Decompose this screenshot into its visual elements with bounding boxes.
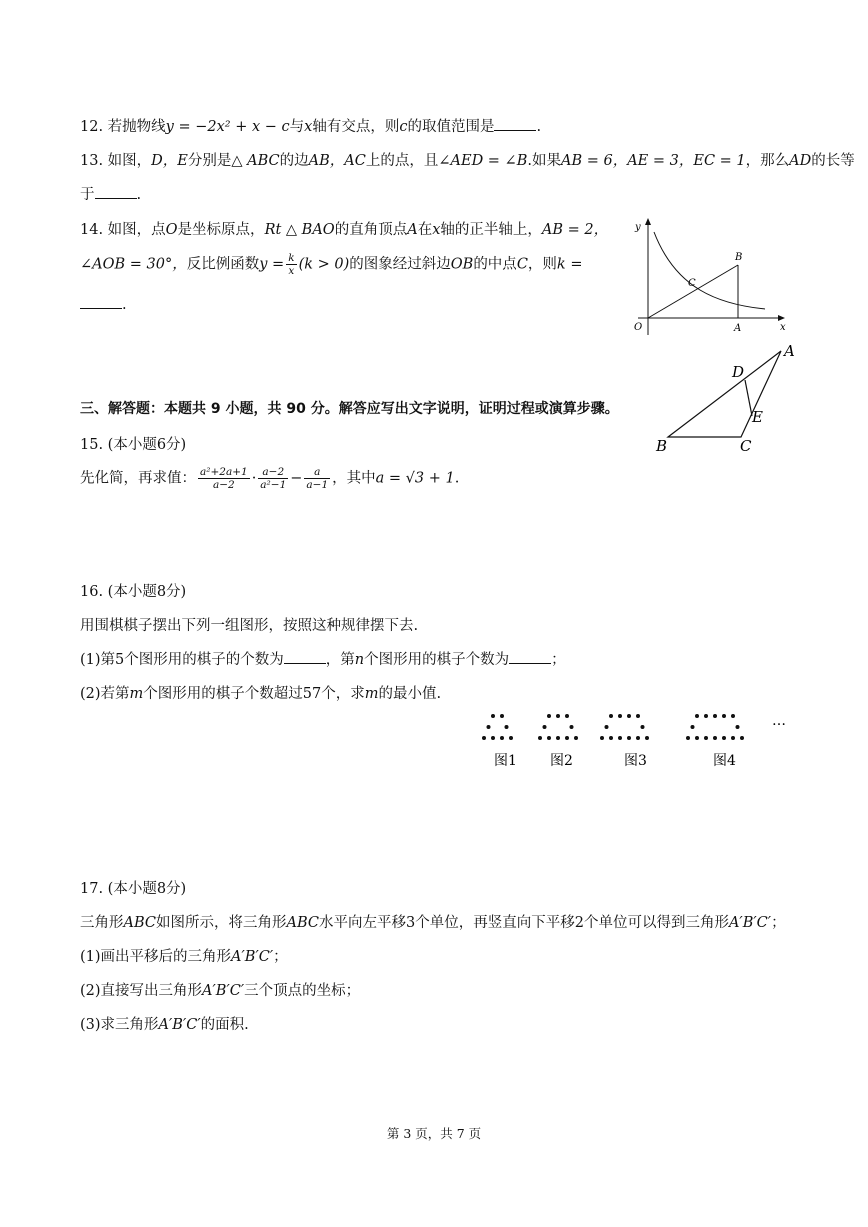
q14-text-f: 反比例函数 bbox=[186, 256, 260, 273]
q12-text-d: 的取值范围是 bbox=[407, 119, 495, 135]
q13-text-d: 上的点，且 bbox=[365, 153, 439, 169]
q14-cond: (k > 0) bbox=[298, 256, 350, 273]
fig3-bottom-dot bbox=[618, 736, 622, 740]
q13-given: AB = 6，AE = 3，EC = 1 bbox=[560, 153, 746, 169]
q13-text-a: 如图， bbox=[107, 153, 152, 169]
fig1-label: 图1 bbox=[494, 753, 517, 769]
q15-value: a = √3 + 1 bbox=[375, 470, 455, 487]
page-footer: 第 3 页，共 7 页 bbox=[386, 1126, 482, 1141]
q15-dot: · bbox=[251, 470, 257, 487]
q16-dot-pattern-figure bbox=[470, 703, 800, 783]
q14-y-eq: y = bbox=[259, 256, 285, 273]
q13-text-e: .如果 bbox=[527, 153, 561, 169]
fig2-label: 图2 bbox=[550, 753, 573, 769]
q17-intro-c: 水平向左平移3个单位，再竖直向下平移2个单位可以得到三角形 bbox=[319, 915, 729, 931]
fig3-label: 图3 bbox=[624, 753, 647, 769]
fig4-bottom-dot bbox=[695, 736, 699, 740]
q15-f1-den: a−2 bbox=[212, 479, 235, 492]
q14-x: x bbox=[432, 222, 441, 238]
q17-intro-a: 三角形 bbox=[80, 915, 124, 931]
fig2-bottom-dot bbox=[574, 736, 578, 740]
triangle-abc bbox=[668, 351, 781, 437]
fig4-bottom-dot bbox=[686, 736, 690, 740]
x-axis-arrow bbox=[778, 315, 785, 321]
q13-line2: 于 bbox=[80, 187, 95, 203]
q14-end: . bbox=[122, 297, 127, 313]
fig2-side-dot bbox=[570, 725, 574, 729]
answer-blank bbox=[95, 186, 137, 199]
fig4-top-dot bbox=[713, 714, 717, 718]
fig1-top-dot bbox=[491, 714, 495, 718]
fig3-top-dot bbox=[618, 714, 622, 718]
fig1-bottom-dot bbox=[482, 736, 486, 740]
fig3-side-dot bbox=[641, 725, 645, 729]
q14-ob: OB bbox=[450, 256, 474, 273]
q14-ab: AB = 2， bbox=[541, 222, 609, 238]
fig3-top-dot bbox=[627, 714, 631, 718]
graph-b-label: B bbox=[735, 252, 743, 263]
q14-xden: x bbox=[288, 265, 295, 278]
fig3-top-dot bbox=[609, 714, 613, 718]
fig4-top-dot bbox=[695, 714, 699, 718]
q13-sides: AB，AC bbox=[308, 153, 366, 169]
q13-ad: AD bbox=[789, 153, 812, 169]
fig2-top-dot bbox=[556, 714, 560, 718]
question-12 bbox=[80, 115, 541, 136]
dots-ellipsis: … bbox=[772, 713, 786, 729]
graph-y-label: y bbox=[635, 222, 641, 233]
q13-text-b: 分别是 bbox=[187, 153, 232, 169]
q14-text-h: 的中点 bbox=[473, 256, 517, 273]
q12-var-x: x bbox=[304, 119, 313, 135]
q15-frac2 bbox=[258, 466, 288, 491]
graph-c-label: C bbox=[688, 278, 696, 289]
graph-o-label: O bbox=[634, 322, 643, 333]
fig3-bottom-dot bbox=[636, 736, 640, 740]
question-13 bbox=[80, 149, 855, 170]
q17-abc2: ABC bbox=[286, 915, 319, 931]
q17-intro-end: ； bbox=[771, 915, 786, 931]
q16-p1-end: ； bbox=[551, 652, 566, 668]
fig4-bottom-dot bbox=[731, 736, 735, 740]
fig4-side-dot bbox=[691, 725, 695, 729]
tri-c-label: C bbox=[740, 437, 752, 455]
q17-abc: ABC bbox=[123, 915, 156, 931]
question-17-part3 bbox=[80, 1013, 249, 1034]
q14-angle: ∠AOB = 30°， bbox=[80, 256, 187, 273]
fig4-top-dot bbox=[722, 714, 726, 718]
q17-p3-t: A′B′C′ bbox=[158, 1017, 201, 1033]
fig4-bottom-dot bbox=[722, 736, 726, 740]
q12-formula: y = −2x² + x − c bbox=[165, 119, 290, 135]
q16-p1-n: n bbox=[354, 652, 365, 668]
q13-triangle: △ ABC bbox=[231, 153, 280, 169]
q16-p2-c: 的最小值. bbox=[378, 686, 442, 702]
fig1-side-dot bbox=[487, 725, 491, 729]
answer-blank bbox=[284, 651, 326, 664]
q14-k-over-x bbox=[286, 252, 296, 277]
q17-p1-a: (1)画出平移后的三角形 bbox=[80, 949, 232, 965]
fig4-side-dot bbox=[736, 725, 740, 729]
graph-a-label: A bbox=[734, 323, 742, 334]
q14-k: k bbox=[288, 252, 295, 264]
q17-p3-b: 的面积. bbox=[200, 1017, 249, 1033]
graph-x-label: x bbox=[780, 322, 786, 333]
q17-head: 17. (本小题8分) bbox=[80, 881, 187, 897]
q15-frac1 bbox=[198, 466, 250, 491]
q12-text-c: 轴有交点，则 bbox=[312, 119, 400, 135]
q16-p2-m: m bbox=[129, 686, 144, 702]
fig3-bottom-dot bbox=[609, 736, 613, 740]
q14-a: A bbox=[407, 222, 418, 238]
q13-vars: D，E bbox=[151, 153, 188, 169]
q15-minus: − bbox=[290, 470, 303, 487]
q14-c: C bbox=[516, 256, 528, 273]
q13-text-g: 的长等 bbox=[811, 153, 855, 169]
q15-head: 15. (本小题6分) bbox=[80, 437, 187, 453]
q12-end: . bbox=[536, 119, 542, 135]
q13-end: . bbox=[136, 187, 142, 203]
question-13-line2 bbox=[80, 183, 141, 204]
q13-triangle-figure bbox=[650, 338, 810, 456]
q15-f2-den: a²−1 bbox=[260, 479, 287, 492]
y-axis-arrow bbox=[645, 218, 651, 225]
fig2-top-dot bbox=[547, 714, 551, 718]
question-14-line3 bbox=[80, 296, 127, 313]
q15-end: . bbox=[454, 470, 460, 487]
fig1-top-dot bbox=[500, 714, 504, 718]
fig2-bottom-dot bbox=[538, 736, 542, 740]
q16-p1-c: 个图形用的棋子个数为 bbox=[364, 652, 510, 668]
q16-p2-a: (2)若第 bbox=[80, 686, 130, 702]
q14-text-g: 的图象经过斜边 bbox=[349, 256, 451, 273]
fig1-bottom-dot bbox=[491, 736, 495, 740]
fig4-bottom-dot bbox=[704, 736, 708, 740]
q14-text-a: 如图，点 bbox=[107, 222, 166, 238]
q15-text-b: ，其中 bbox=[332, 470, 376, 487]
answer-blank bbox=[494, 118, 536, 131]
q17-intro-b: 如图所示，将三角形 bbox=[156, 915, 287, 931]
q14-text-d: 在 bbox=[417, 222, 433, 238]
fig4-label: 图4 bbox=[713, 753, 736, 769]
q17-p2-a: (2)直接写出三角形 bbox=[80, 983, 203, 999]
q13-text-f: ，那么 bbox=[745, 153, 790, 169]
tri-d-label: D bbox=[732, 363, 745, 381]
q17-p3-a: (3)求三角形 bbox=[80, 1017, 159, 1033]
q16-head: 16. (本小题8分) bbox=[80, 584, 187, 600]
q16-p1-a: (1)第5个图形用的棋子的个数为 bbox=[80, 652, 284, 668]
q14-text-e: 轴的正半轴上， bbox=[440, 222, 542, 238]
fig2-bottom-dot bbox=[547, 736, 551, 740]
fig3-top-dot bbox=[636, 714, 640, 718]
fig1-side-dot bbox=[505, 725, 509, 729]
q16-p2-m2: m bbox=[364, 686, 379, 702]
q14-number: 14. bbox=[80, 222, 104, 238]
question-15-body bbox=[80, 466, 459, 491]
q16-intro: 用围棋棋子摆出下列一组图形，按照这种规律摆下去. bbox=[80, 618, 419, 634]
question-17-intro bbox=[80, 911, 786, 932]
fig3-bottom-dot bbox=[645, 736, 649, 740]
q15-f3-den: a−1 bbox=[306, 479, 329, 492]
q17-p2-b: 三个顶点的坐标； bbox=[244, 983, 361, 999]
q14-o: O bbox=[165, 222, 178, 238]
q13-text-c: 的边 bbox=[279, 153, 309, 169]
q12-number: 12. bbox=[80, 119, 104, 135]
q15-f1-num: a²+2a+1 bbox=[200, 466, 248, 478]
fig4-top-dot bbox=[704, 714, 708, 718]
fig2-side-dot bbox=[543, 725, 547, 729]
q17-p1-end: ； bbox=[273, 949, 288, 965]
fig4-top-dot bbox=[731, 714, 735, 718]
q14-rt: Rt △ BAO bbox=[264, 222, 335, 238]
q14-graph bbox=[620, 210, 795, 342]
fig4-bottom-dot bbox=[713, 736, 717, 740]
tri-e-label: E bbox=[752, 408, 763, 426]
q15-f2-num: a−2 bbox=[258, 466, 288, 479]
section-3-title: 三、解答题：本题共 9 小题，共 90 分。解答应写出文字说明，证明过程或演算步骤。 bbox=[80, 401, 619, 417]
answer-blank bbox=[80, 296, 122, 309]
q17-abc3: A′B′C′ bbox=[728, 915, 772, 931]
hyperbola-curve bbox=[654, 232, 765, 309]
fig3-side-dot bbox=[605, 725, 609, 729]
fig3-bottom-dot bbox=[627, 736, 631, 740]
q14-k-eq: k = bbox=[556, 256, 583, 273]
question-16-part1 bbox=[80, 648, 566, 669]
tri-b-label: B bbox=[656, 437, 668, 455]
q13-number: 13. bbox=[80, 153, 104, 169]
q16-p1-b: ，第 bbox=[325, 652, 355, 668]
question-14-line2 bbox=[80, 252, 582, 277]
answer-blank bbox=[509, 651, 551, 664]
q14-text-i: ，则 bbox=[527, 256, 557, 273]
fig2-bottom-dot bbox=[565, 736, 569, 740]
fig4-bottom-dot bbox=[740, 736, 744, 740]
question-16-part2 bbox=[80, 682, 441, 703]
question-17-part2 bbox=[80, 979, 360, 1000]
q12-var-c: c bbox=[399, 119, 408, 135]
fig2-top-dot bbox=[565, 714, 569, 718]
question-17-part1 bbox=[80, 945, 288, 966]
q16-p2-b: 个图形用的棋子个数超过57个，求 bbox=[143, 686, 365, 702]
q15-text-a: 先化简，再求值： bbox=[80, 470, 196, 487]
tri-a-label: A bbox=[784, 342, 795, 360]
q17-p1-t: A′B′C′ bbox=[231, 949, 274, 965]
q15-f3-num: a bbox=[304, 466, 330, 479]
fig3-bottom-dot bbox=[600, 736, 604, 740]
q15-frac3 bbox=[304, 466, 330, 491]
q17-p2-t: A′B′C′ bbox=[202, 983, 245, 999]
fig1-bottom-dot bbox=[509, 736, 513, 740]
q12-text-a: 若抛物线 bbox=[107, 119, 166, 135]
fig2-bottom-dot bbox=[556, 736, 560, 740]
q13-angle: ∠AED = ∠B bbox=[438, 153, 528, 169]
q14-text-c: 的直角顶点 bbox=[334, 222, 408, 238]
fig1-bottom-dot bbox=[500, 736, 504, 740]
q12-text-b: 与 bbox=[289, 119, 305, 135]
q14-text-b: 是坐标原点， bbox=[177, 222, 265, 238]
segment-de bbox=[745, 380, 752, 416]
question-14 bbox=[80, 218, 608, 239]
segment-ob bbox=[648, 265, 738, 318]
